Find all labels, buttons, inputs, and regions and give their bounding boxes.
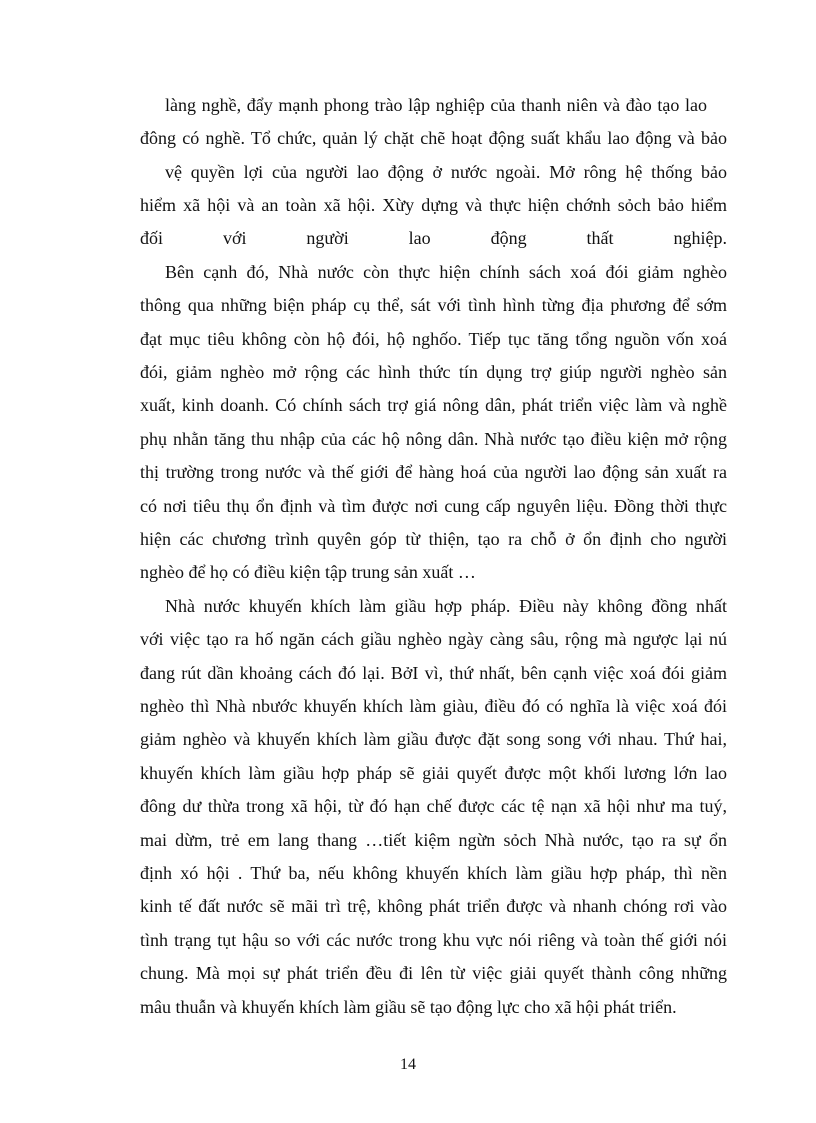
text-line: tình trạng tụt hậu so với các nước trong khu vực nói riêng và toàn thế giới nói (140, 930, 727, 950)
text-line: định xó hội . Thứ ba, nếu không khuyến khích làm giầu hợp pháp, thì nền (140, 863, 727, 883)
text-line: mâu thuẫn và khuyến khích làm giầu sẽ tạo động lực cho xã hội phát triển. (140, 997, 677, 1017)
text-line: đạt mục tiêu không còn hộ đói, hộ nghốo. Tiếp tục tăng tổng nguồn vốn xoá (140, 329, 727, 349)
text-line: chung. Mà mọi sự phát triển đều đi lên từ việc giải quyết thành công những (140, 963, 727, 983)
text-line: đông dư thừa trong xã hội, từ đó hạn chế được các tệ nạn xã hội như ma tuý, (140, 796, 727, 816)
text-line: hiện các chương trình quyên góp từ thiện, tạo ra chỗ ở ổn định cho người (140, 529, 727, 549)
text-line: vệ quyền lợi của người lao động ở nước ngoài. Mở rông hệ thống bảo (165, 162, 727, 182)
text-line: giảm nghèo và khuyến khích làm giầu được đặt song song với nhau. Thứ hai, (140, 729, 727, 749)
text-line: thị trường trong nước và thế giới để hàng hoá của người lao động sản xuất ra (140, 462, 727, 482)
text-line: có nơi tiêu thụ ổn định và tìm được nơi cung cấp nguyên liệu. Đồng thời thực (140, 496, 727, 516)
text-line: xuất, kinh doanh. Có chính sách trợ giá nông dân, phát triển việc làm và nghề (140, 395, 727, 415)
text-line: phụ nhằn tăng thu nhập của các hộ nông dân. Nhà nước tạo điều kiện mở rộng (140, 429, 727, 449)
text-line: đối với người lao động thất nghiệp. (140, 228, 727, 248)
text-line: đang rút dần khoảng cách đó lại. BởI vì, thứ nhất, bên cạnh việc xoá đói giảm (140, 663, 727, 683)
text-line: nghèo để họ có điều kiện tập trung sản xuất … (140, 562, 476, 582)
text-line: Nhà nước khuyến khích làm giầu hợp pháp. Điều này không đồng nhất (165, 596, 727, 616)
page-number: 14 (400, 1056, 416, 1073)
text-line: nghèo thì Nhà nbước khuyến khích làm giàu, điều đó có nghĩa là việc xoá đói (140, 696, 727, 716)
text-line: làng nghề, đẩy mạnh phong trào lập nghiệp của thanh niên và đào tạo lao (165, 95, 707, 115)
text-line: đông có nghề. Tổ chức, quản lý chặt chẽ hoạt động suất khẩu lao động và bảo (140, 128, 727, 148)
text-line: hiểm xã hội và an toàn xã hội. Xừy dựng và thực hiện chớnh sỏch bảo hiểm (140, 195, 727, 215)
text-line: mai dừm, trẻ em lang thang …tiết kiệm ngừn sỏch Nhà nước, tạo ra sự ổn (140, 830, 727, 850)
text-line: khuyến khích làm giầu hợp pháp sẽ giải quyết được một khối lương lớn lao (140, 763, 727, 783)
text-line: đói, giảm nghèo mở rộng các hình thức tín dụng trợ giúp người nghèo sản (140, 362, 727, 382)
text-line: với việc tạo ra hố ngăn cách giầu nghèo ngày càng sâu, rộng mà ngược lại nú (140, 629, 727, 649)
text-line: thông qua những biện pháp cụ thể, sát với tình hình từng địa phương để sớm (140, 295, 727, 315)
text-line: Bên cạnh đó, Nhà nước còn thực hiện chính sách xoá đói giảm nghèo (165, 262, 727, 282)
text-line: kinh tế đất nước sẽ mãi trì trệ, không phát triển được và nhanh chóng rơi vào (140, 896, 727, 916)
